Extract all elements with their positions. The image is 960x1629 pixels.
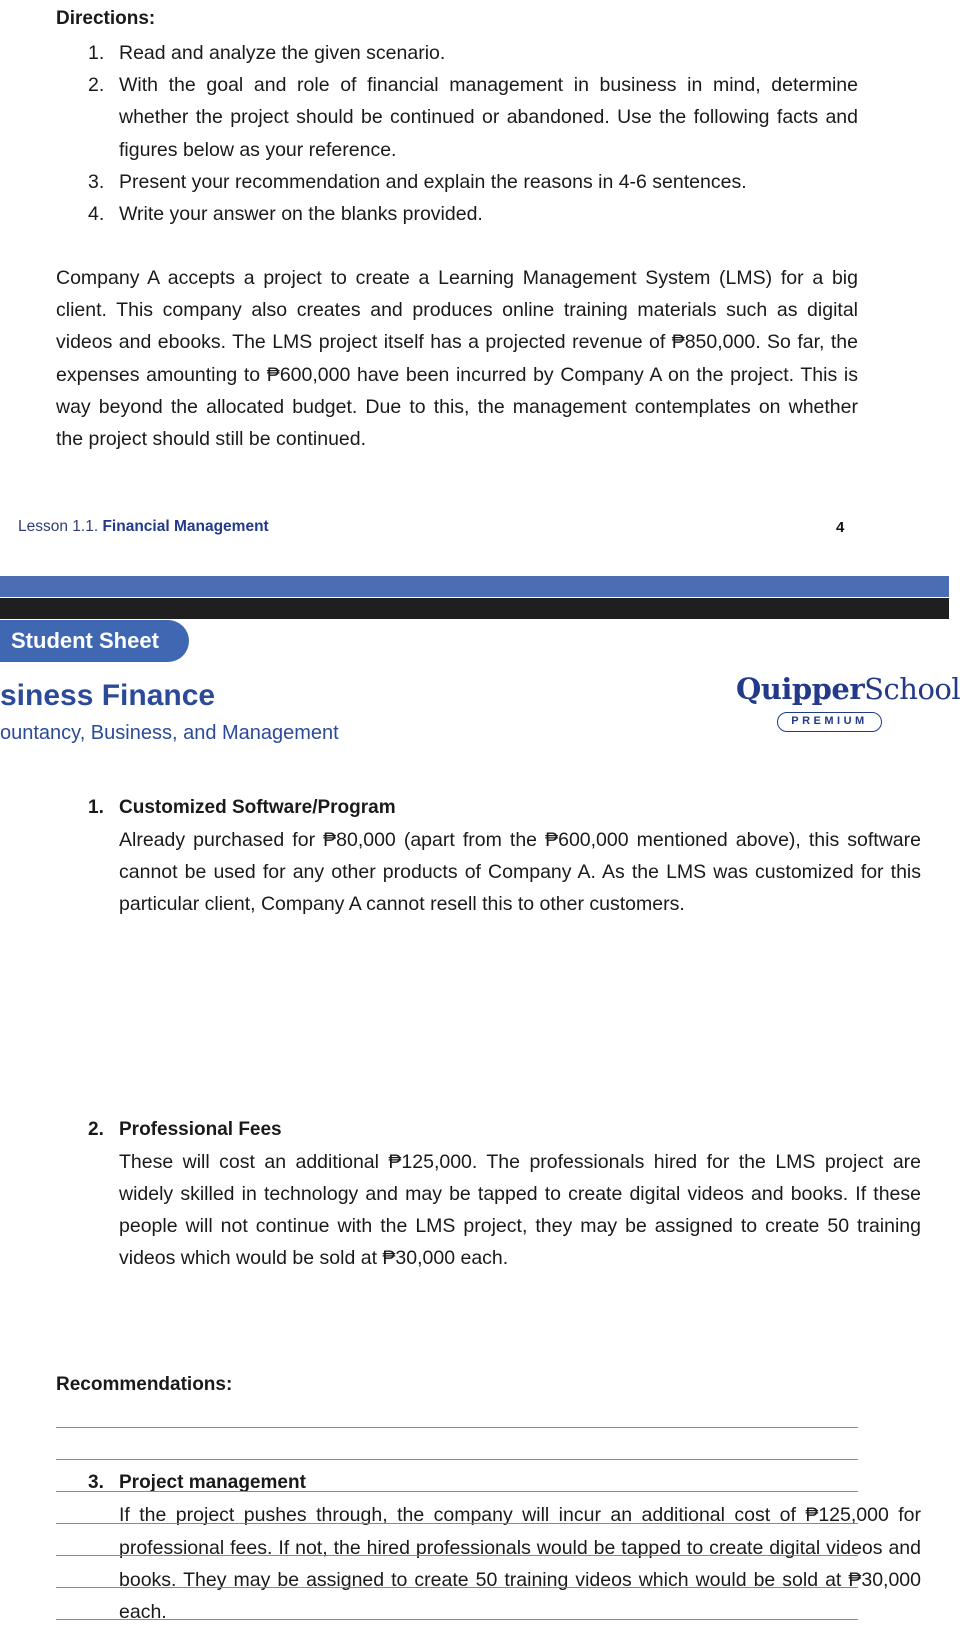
directions-list bbox=[56, 37, 858, 230]
logo-wordmark-light: School bbox=[864, 672, 960, 706]
premium-badge: PREMIUM bbox=[777, 712, 882, 732]
direction-item bbox=[56, 198, 858, 230]
page-break-blue-band bbox=[0, 576, 949, 597]
page-footer-lesson bbox=[18, 518, 269, 536]
direction-number: 1. bbox=[88, 42, 105, 64]
fact-text: These will cost an additional ₱125,000. The professionals hired for the LMS project are widely skilled in technology and may be tapped to create digital videos and books. If these people will not continue with the LMS project, they may be assigned to create 50 training videos which would be sold at ₱30,000 each. bbox=[119, 1150, 921, 1270]
subject-title: siness Finance bbox=[0, 679, 216, 712]
strand-subtitle: ountancy, Business, and Management bbox=[0, 722, 339, 744]
direction-number: 2. bbox=[88, 74, 105, 97]
logo-wordmark-bold: Quipper bbox=[736, 672, 865, 706]
fact-item bbox=[56, 792, 921, 921]
answer-blank-line[interactable] bbox=[56, 1491, 858, 1492]
answer-blank-line[interactable] bbox=[56, 1587, 858, 1588]
direction-item bbox=[56, 166, 858, 198]
direction-text: Write your answer on the blanks provided. bbox=[119, 203, 483, 226]
fact-number: 1. bbox=[88, 797, 104, 818]
answer-blank-line[interactable] bbox=[56, 1555, 858, 1556]
fact-number: 2. bbox=[88, 1118, 104, 1140]
lesson-number: Lesson 1.1. bbox=[18, 518, 99, 535]
direction-item bbox=[56, 69, 858, 166]
lesson-title: Financial Management bbox=[102, 518, 269, 535]
fact-title: Customized Software/Program bbox=[119, 797, 396, 818]
answer-blank-line[interactable] bbox=[56, 1619, 858, 1620]
recommendations-heading: Recommendations: bbox=[56, 1374, 233, 1395]
fact-title: Project management bbox=[119, 1472, 306, 1494]
page-break-dark-band bbox=[0, 598, 949, 619]
direction-item bbox=[56, 37, 858, 69]
quipper-school-logo bbox=[736, 672, 960, 706]
page-number: 4 bbox=[836, 519, 845, 536]
fact-text: Already purchased for ₱80,000 (apart from the ₱600,000 mentioned above), this software cannot be used for any other products of Company A. As the LMS was customized for this particular client, Company A cannot resell this to other customers. bbox=[119, 829, 921, 916]
direction-text: Read and analyze the given scenario. bbox=[119, 42, 446, 64]
fact-item bbox=[56, 1114, 921, 1275]
direction-text: Present your recommendation and explain the reasons in 4-6 sentences. bbox=[119, 170, 747, 193]
direction-number: 3. bbox=[88, 170, 105, 193]
student-sheet-badge: Student Sheet bbox=[0, 620, 189, 662]
fact-text: If the project pushes through, the company will incur an additional cost of ₱125,000 for professional fees. If not, the hired professionals would be tapped to create digital videos and books. They may be assigned to create 50 training videos which would be sold at ₱30,000 each. bbox=[119, 1504, 921, 1624]
answer-blank-line[interactable] bbox=[56, 1427, 858, 1428]
answer-blank-line[interactable] bbox=[56, 1523, 858, 1524]
direction-number: 4. bbox=[88, 203, 105, 226]
direction-text: With the goal and role of financial management in business in mind, determine whether the project should be continued or abandoned. Use the following facts and figures below as your reference. bbox=[119, 74, 858, 161]
directions-heading: Directions: bbox=[56, 8, 156, 29]
fact-title: Professional Fees bbox=[119, 1118, 282, 1140]
scenario-paragraph: Company A accepts a project to create a Learning Management System (LMS) for a big client. This company also creates and produces online training materials such as digital videos and ebooks. The LMS project itself has a projected revenue of ₱850,000. So far, the expenses amounting to ₱600,000 have been incurred by Company A on the project. This is way beyond the allocated budget. Due to this, the management contemplates on whether the project should still be continued. bbox=[56, 267, 858, 451]
answer-blank-line[interactable] bbox=[56, 1459, 858, 1460]
fact-number: 3. bbox=[88, 1472, 104, 1494]
